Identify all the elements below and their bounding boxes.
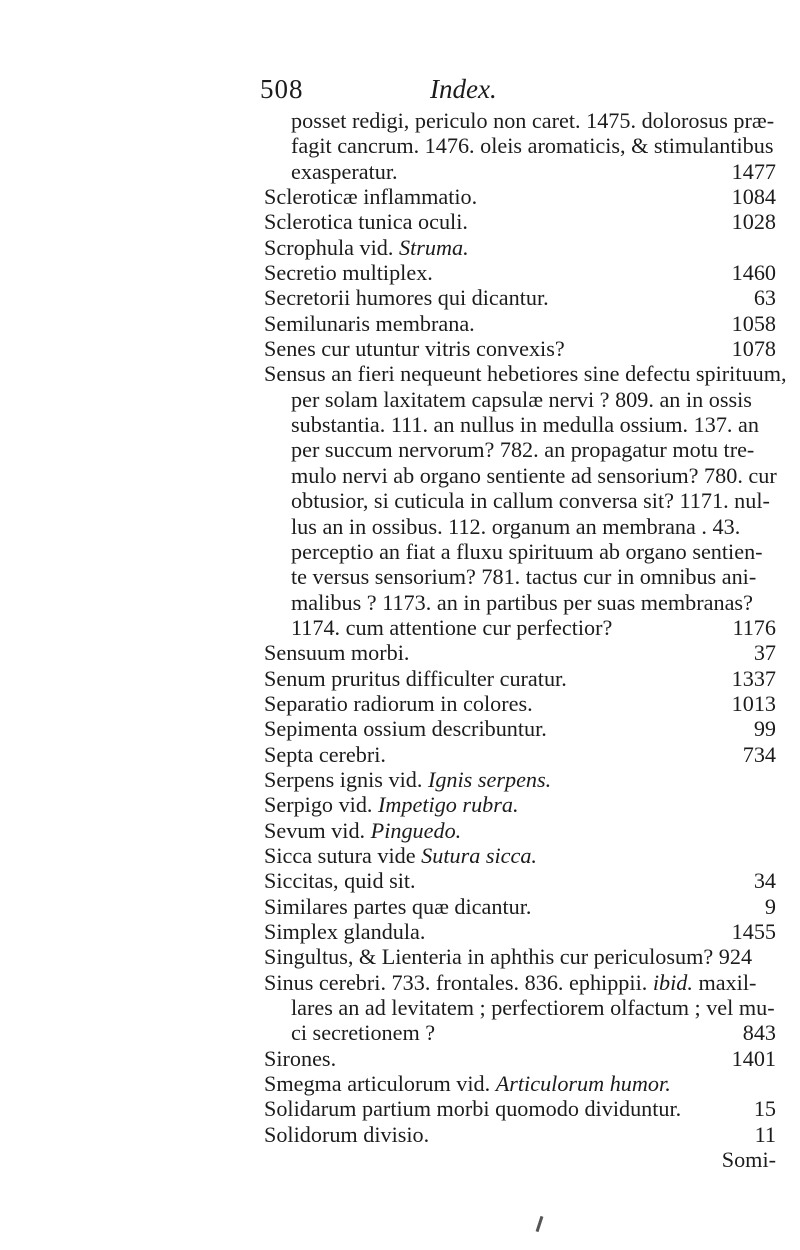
entry-text (291, 1020, 435, 1045)
entry-text (291, 412, 759, 437)
page-reference: 1078 (731, 336, 776, 362)
page-reference: 1058 (731, 310, 776, 336)
index-entry-continuation (0, 564, 800, 589)
index-entry-continuation (0, 463, 800, 488)
entry-text (264, 919, 425, 944)
index-entry-continuation (0, 437, 800, 462)
entry-text-run: malibus ? 1173. an in partibus per suas membranas? (291, 589, 753, 615)
index-entry (0, 691, 800, 716)
index-entry (0, 666, 800, 691)
page-reference: 63 (753, 285, 776, 311)
entry-text-run: fagit cancrum. 1476. oleis aromaticis, & stimulantibus (291, 133, 774, 159)
entry-text-run: Sevum vid. (264, 817, 371, 843)
running-head: Index. (430, 74, 497, 104)
page-reference: 1337 (731, 665, 776, 691)
index-entry (0, 894, 800, 919)
index-entry-continuation (0, 412, 800, 437)
index-entry (0, 640, 800, 665)
cross-reference: Sutura sicca. (421, 842, 537, 868)
cross-reference: Struma. (398, 234, 469, 260)
entry-text-run: Sensuum morbi. (264, 640, 410, 666)
index-entry-continuation (0, 615, 800, 640)
entry-text (264, 640, 409, 665)
entry-text (291, 159, 398, 184)
entry-text-run: Sicca sutura vide (264, 842, 422, 868)
entry-text-run: te versus sensorium? 781. tactus cur in omnibus ani- (291, 564, 757, 590)
entry-text-run: posset redigi, periculo non caret. 1475. dolorosus præ- (291, 108, 775, 133)
index-entry-continuation (0, 133, 800, 158)
index-entry (0, 1122, 800, 1147)
entry-text-run: Serpens ignis vid. (264, 766, 428, 792)
entry-text (291, 995, 775, 1020)
entry-text (264, 792, 519, 817)
entry-text (291, 133, 773, 158)
index-entry (0, 260, 800, 285)
page-reference: 34 (753, 868, 776, 894)
page-header (260, 74, 660, 108)
page-reference: 843 (742, 1020, 776, 1046)
index-entry-continuation (0, 108, 800, 133)
catchword-line (0, 1147, 800, 1172)
index-entry-continuation (0, 995, 800, 1020)
cross-reference: ibid. (652, 969, 693, 995)
index-entry (0, 336, 800, 361)
entry-text-run: per succum nervorum? 782. an propagatur motu tre- (291, 437, 755, 463)
stray-ink-mark (536, 1216, 544, 1232)
index-entry (0, 970, 800, 995)
entry-text-run: Singultus, & Lienteria in aphthis cur periculosum? 924 (264, 944, 753, 970)
entry-text (291, 590, 753, 615)
page-reference: 1401 (731, 1045, 776, 1071)
index-entry-continuation (0, 488, 800, 513)
entry-text-run: Sinus cerebri. 733. frontales. 836. ephippii. (264, 969, 653, 995)
entry-text-run: Solidarum partium morbi quomodo dividuntur. (264, 1096, 682, 1122)
entry-text (264, 691, 533, 716)
index-entry-continuation (0, 514, 800, 539)
entry-text (291, 463, 777, 488)
entry-text-run: Semilunaris membrana. (264, 310, 475, 336)
entry-text-run: Senum pruritus difficulter curatur. (264, 665, 567, 691)
entry-text-run: Solidorum divisio. (264, 1121, 430, 1147)
entry-text (264, 209, 468, 234)
entry-text-run: Secretorii humores qui dicantur. (264, 285, 549, 311)
entry-text (264, 1046, 336, 1071)
entry-text-run: Separatio radiorum in colores. (264, 690, 533, 716)
index-entry (0, 944, 800, 969)
index-entry (0, 1071, 800, 1096)
page-reference: 1084 (731, 184, 776, 210)
index-entry (0, 311, 800, 336)
entry-text (291, 437, 754, 462)
entry-text-run: Senes cur utuntur vitris convexis? (264, 336, 565, 362)
page-reference: 1477 (731, 158, 776, 184)
index-entry-continuation (0, 159, 800, 184)
entry-text-run: Secretio multiplex. (264, 260, 433, 286)
page-reference: 1176 (732, 614, 776, 640)
index-entry (0, 285, 800, 310)
entry-text (264, 868, 416, 893)
index-entry (0, 235, 800, 260)
entry-text-run: ci secretionem ? (291, 1020, 436, 1046)
entry-text (264, 260, 433, 285)
page-reference: 99 (753, 716, 776, 742)
index-entry (0, 792, 800, 817)
page-reference: 734 (742, 741, 776, 767)
entry-text-run: lus an in ossibus. 112. organum an membrana . 43. (291, 513, 741, 539)
index-entry-continuation (0, 590, 800, 615)
entry-text-run: Sclerotica tunica oculi. (264, 209, 468, 235)
index-entry-continuation (0, 1020, 800, 1045)
entry-text-run: Sirones. (264, 1045, 337, 1071)
entry-text (264, 311, 475, 336)
entry-text (264, 970, 756, 995)
entry-text-run: maxil- (692, 969, 757, 995)
entry-text (264, 716, 547, 741)
entry-text (291, 514, 740, 539)
entry-text (264, 1122, 429, 1147)
entry-text-run: 1174. cum attentione cur perfectior? (291, 614, 613, 640)
page-reference: 1460 (731, 260, 776, 286)
entry-text (291, 488, 770, 513)
page-reference: 37 (753, 640, 776, 666)
entry-text (264, 666, 567, 691)
index-entry (0, 184, 800, 209)
index-entry (0, 919, 800, 944)
index-entry (0, 742, 800, 767)
entry-text-run: perceptio an fiat a fluxu spirituum ab organo sentien- (291, 538, 763, 564)
entry-text (264, 336, 565, 361)
entry-text-run: per solam laxitatem capsulæ nervi ? 809. an in ossis (291, 386, 752, 412)
cross-reference: Impetigo rubra. (378, 792, 519, 818)
index-entry (0, 1046, 800, 1071)
index-entry-continuation (0, 539, 800, 564)
entry-text (264, 894, 531, 919)
entry-text (291, 539, 763, 564)
entry-text (264, 944, 752, 969)
entry-text (291, 108, 774, 133)
entry-text-run: obtusior, si cuticula in callum conversa sit? 1171. nul- (291, 488, 770, 514)
entry-text-run: mulo nervi ab organo sentiente ad sensorium? 780. cur (291, 462, 777, 488)
page-reference: 9 (764, 893, 776, 919)
entry-text (291, 615, 612, 640)
entry-text-run: Septa cerebri. (264, 741, 386, 767)
entry-text-run: Serpigo vid. (264, 792, 379, 818)
catchword: Somi- (721, 1147, 776, 1173)
entry-text-run: exasperatur. (291, 158, 398, 184)
index-entry (0, 716, 800, 741)
entry-text (264, 1071, 671, 1096)
page-number: 508 (260, 74, 304, 104)
entry-text (264, 1096, 681, 1121)
page-reference: 11 (754, 1121, 776, 1147)
page-reference: 1455 (731, 919, 776, 944)
entry-text (264, 235, 469, 260)
entry-text (264, 361, 787, 386)
entry-text (291, 387, 752, 412)
entry-text-run: Scleroticæ inflammatio. (264, 184, 478, 210)
entry-text-run: Simplex glandula. (264, 919, 426, 944)
index-entry (0, 818, 800, 843)
entry-text-run: Siccitas, quid sit. (264, 868, 416, 894)
entry-text-run: Smegma articulorum vid. (264, 1071, 496, 1097)
cross-reference: Pinguedo. (370, 817, 462, 843)
index-entry (0, 868, 800, 893)
page-reference: 1028 (731, 209, 776, 235)
index-entries (0, 108, 800, 1172)
index-entry (0, 361, 800, 386)
entry-text (264, 742, 386, 767)
entry-text-run: substantia. 111. an nullus in medulla ossium. 137. an (291, 412, 759, 438)
index-entry (0, 767, 800, 792)
entry-text (264, 818, 461, 843)
entry-text (291, 564, 756, 589)
entry-text-run: lares an ad levitatem ; perfectiorem olfactum ; vel mu- (291, 995, 775, 1021)
index-entry-continuation (0, 387, 800, 412)
page-reference: 1013 (731, 690, 776, 716)
entry-text-run: Sepimenta ossium describuntur. (264, 716, 547, 742)
page-reference: 15 (753, 1096, 776, 1122)
index-entry (0, 843, 800, 868)
entry-text-run: Scrophula vid. (264, 234, 399, 260)
entry-text-run: Similares partes quæ dicantur. (264, 893, 532, 919)
cross-reference: Ignis serpens. (427, 766, 552, 792)
cross-reference: Articulorum humor. (495, 1071, 671, 1097)
entry-text (264, 184, 477, 209)
entry-text-run: Sensus an fieri nequeunt hebetiores sine defectu spirituum, (264, 361, 787, 387)
entry-text (264, 285, 549, 310)
entry-text (264, 767, 551, 792)
index-entry (0, 1096, 800, 1121)
index-entry (0, 209, 800, 234)
entry-text (264, 843, 537, 868)
